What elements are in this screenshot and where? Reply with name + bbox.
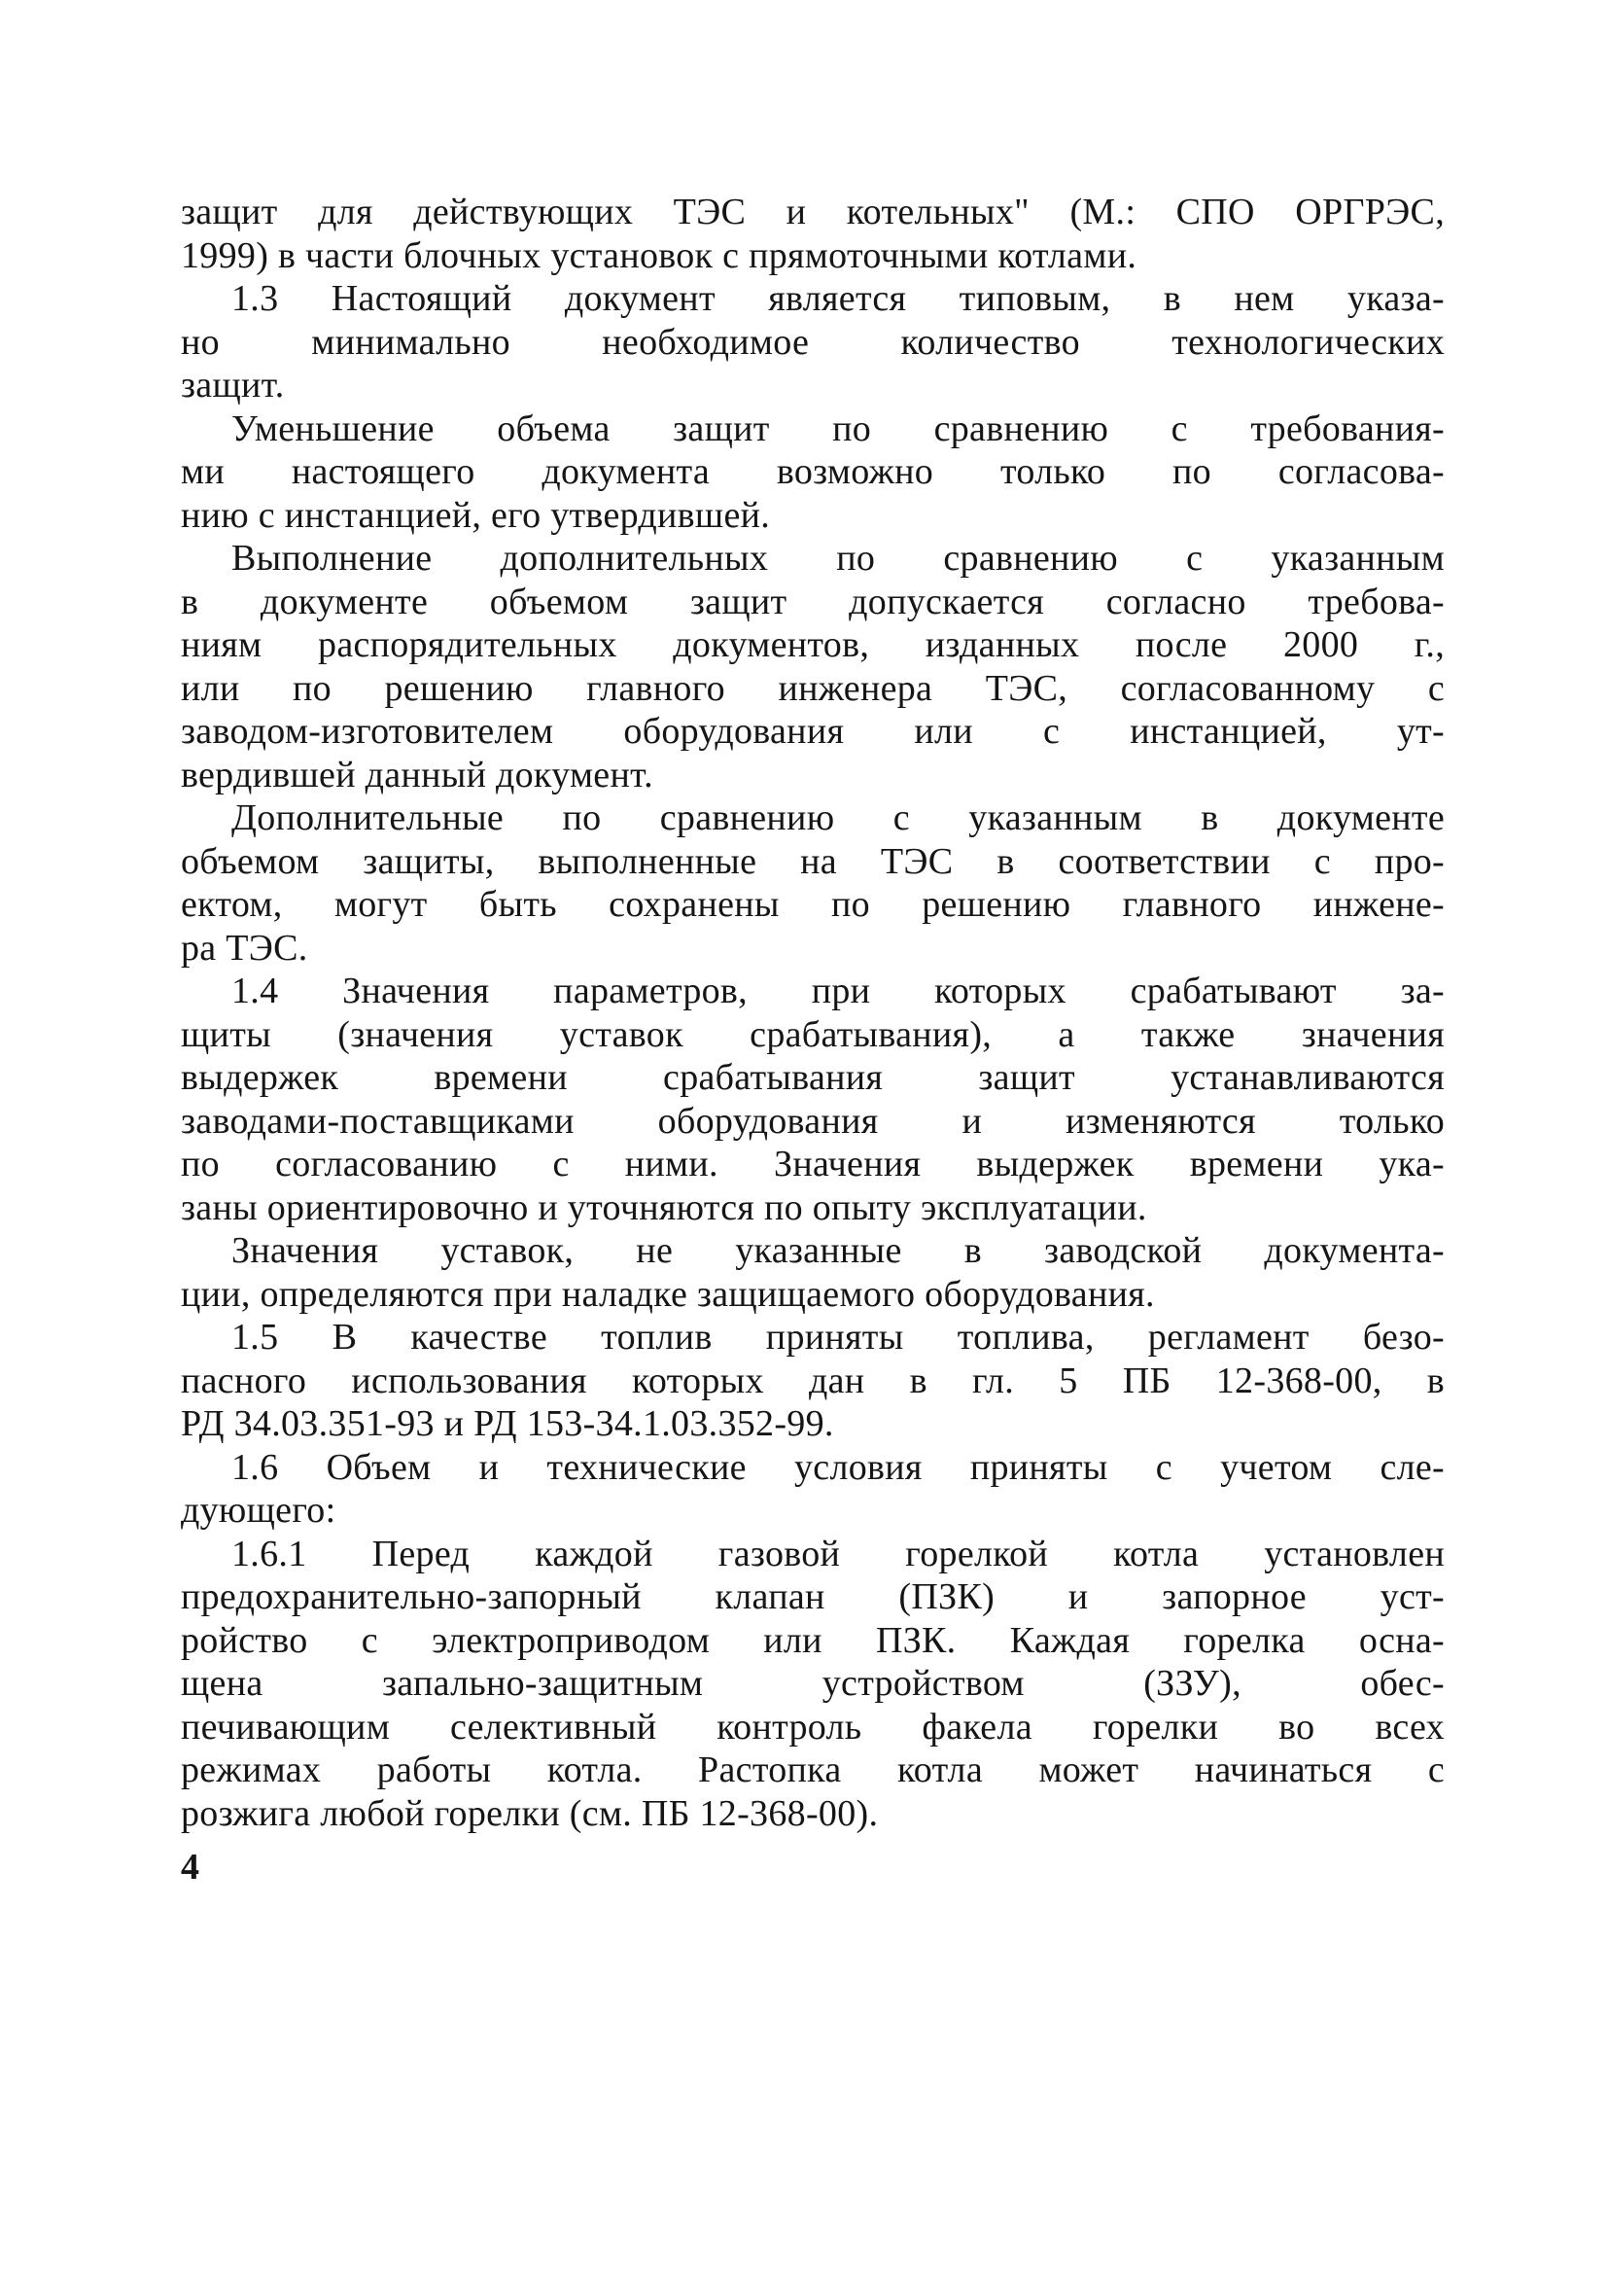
text-line: ниям распорядительных документов, изданных после 2000 г., bbox=[181, 624, 1445, 665]
text-line: или по решению главного инженера ТЭС, согласованному с bbox=[181, 667, 1445, 709]
text-line: по согласованию с ними. Значения выдержек времени ука- bbox=[181, 1144, 1445, 1184]
text-line: пасного использования которых дан в гл. 5 ПБ 12-368-00, в bbox=[181, 1360, 1445, 1401]
text-line: Значения уставок, не указанные в заводской документа- bbox=[231, 1230, 1445, 1271]
text-line: розжига любой горелки (см. ПБ 12-368-00). bbox=[181, 1792, 879, 1834]
page-number: 4 bbox=[181, 1847, 199, 1888]
text-line: ектом, могут быть сохранены по решению главного инжене- bbox=[181, 884, 1445, 925]
text-line: щена запально-защитным устройством (ЗЗУ), обес- bbox=[181, 1663, 1445, 1704]
paragraph bbox=[181, 1533, 1445, 1836]
text-line: Дополнительные по сравнению с указанным в документе bbox=[231, 797, 1445, 838]
text-line: режимах работы котла. Растопка котла может начинаться с bbox=[181, 1749, 1445, 1790]
text-line: выдержек времени срабатывания защит устанавливаются bbox=[181, 1057, 1445, 1098]
text-line: 1.4 Значения параметров, при которых срабатывают за- bbox=[231, 971, 1445, 1011]
text-line: 1.5 В качестве топлив приняты топлива, регламент безо- bbox=[231, 1317, 1445, 1358]
text-line: Уменьшение объема защит по сравнению с требования- bbox=[231, 407, 1445, 449]
paragraph bbox=[181, 191, 1445, 277]
text-line: заны ориентировочно и уточняются по опыту эксплуатации. bbox=[181, 1186, 1147, 1228]
text-line: заводами-поставщиками оборудования и изменяются только bbox=[181, 1100, 1445, 1142]
text-line: объемом защиты, выполненные на ТЭС в соответствии с про- bbox=[181, 840, 1445, 882]
text-line: в документе объемом защит допускается согласно требова- bbox=[181, 581, 1445, 622]
paragraph bbox=[181, 1229, 1445, 1316]
text-line: 1999) в части блочных установок с прямоточными котлами. bbox=[181, 234, 1137, 276]
text-line: заводом-изготовителем оборудования или с инстанцией, ут- bbox=[181, 711, 1445, 752]
text-line: ра ТЭС. bbox=[181, 927, 308, 969]
text-line: ройство с электроприводом или ПЗК. Каждая горелка осна- bbox=[181, 1619, 1445, 1661]
text-line: РД 34.03.351-93 и РД 153-34.1.03.352-99. bbox=[181, 1403, 834, 1444]
text-line: 1.6 Объем и технические условия приняты с учетом сле- bbox=[231, 1446, 1445, 1488]
paragraph bbox=[181, 277, 1445, 407]
text-line: дующего: bbox=[181, 1490, 336, 1531]
text-line: печивающим селективный контроль факела горелки во всех bbox=[181, 1706, 1445, 1748]
text-line: защит. bbox=[181, 365, 285, 406]
text-line: 1.3 Настоящий документ является типовым, в нем указа- bbox=[231, 278, 1445, 319]
text-line: 1.6.1 Перед каждой газовой горелкой котла установлен bbox=[231, 1533, 1445, 1574]
paragraph bbox=[181, 407, 1445, 538]
text-line: щиты (значения уставок срабатывания), а также значения bbox=[181, 1013, 1445, 1055]
text-line: защит для действующих ТЭС и котельных" (М.: СПО ОРГРЭС, bbox=[181, 192, 1445, 232]
paragraph bbox=[181, 537, 1445, 796]
text-line: вердившей данный документ. bbox=[181, 754, 653, 795]
body-text bbox=[181, 191, 1445, 1835]
text-line: ции, определяются при наладке защищаемого оборудования. bbox=[181, 1273, 1155, 1315]
text-line: Выполнение дополнительных по сравнению с указанным bbox=[231, 538, 1445, 579]
paragraph bbox=[181, 1446, 1445, 1533]
text-line: ми настоящего документа возможно только по согласова- bbox=[181, 451, 1445, 492]
text-line: но минимально необходимое количество технологических bbox=[181, 321, 1445, 363]
text-line: нию с инстанцией, его утвердившей. bbox=[181, 494, 771, 536]
text-line: предохранительно-запорный клапан (ПЗК) и запорное уст- bbox=[181, 1576, 1445, 1617]
paragraph bbox=[181, 970, 1445, 1229]
paragraph bbox=[181, 796, 1445, 970]
paragraph bbox=[181, 1316, 1445, 1446]
